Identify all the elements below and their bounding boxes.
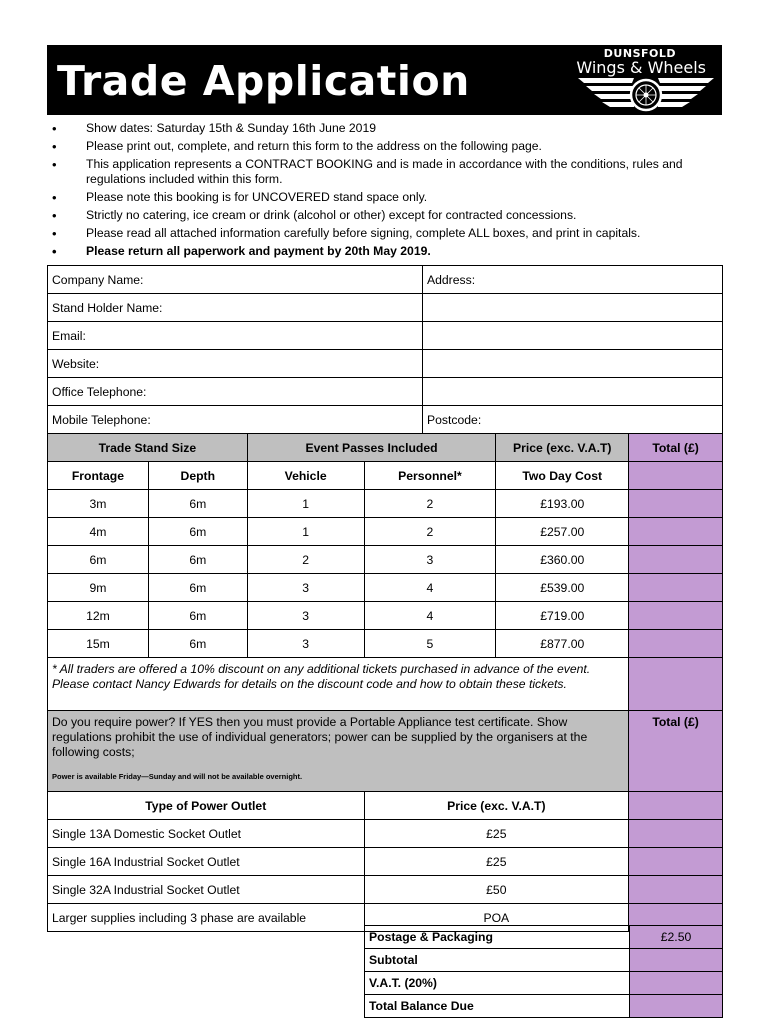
total-header: Total (£) [629,434,723,462]
frontage-cell: 9m [48,574,149,602]
address-line-field[interactable] [423,322,723,350]
table-row [48,848,723,876]
personnel-cell: 3 [364,546,496,574]
table-row [365,949,723,972]
vat-label: V.A.T. (20%) [365,972,630,995]
depth-cell: 6m [148,490,247,518]
list-item: • Please print out, complete, and return this form to the address on the following page. [47,139,727,154]
mobile-telephone-field[interactable]: Mobile Telephone: [48,406,423,434]
vehicle-header: Vehicle [247,462,364,490]
stand-size-table [47,433,723,932]
outlet-price-cell: £25 [364,848,629,876]
depth-cell: 6m [148,518,247,546]
list-item: • This application represents a CONTRACT BOOKING and is made in accordance with the conditions, rules and regulations included within this form. [47,157,727,187]
vehicle-cell: 1 [247,490,364,518]
power-question-text: Do you require power? If YES then you must provide a Portable Appliance test certificate. Show regulations prohibit the use of individual generators; power can be supplied by the organisers at the following costs; [52,715,588,759]
table-row [48,518,723,546]
outlet-type-cell: Larger supplies including 3 phase are available [48,904,365,932]
company-name-field[interactable]: Company Name: [48,266,423,294]
subtotal-value[interactable] [630,949,723,972]
outlet-type-cell: Single 16A Industrial Socket Outlet [48,848,365,876]
vehicle-cell: 3 [247,602,364,630]
table-row [48,602,723,630]
table-row [48,546,723,574]
cost-cell: £539.00 [496,574,629,602]
postcode-field[interactable]: Postcode: [423,406,723,434]
total-input-cell[interactable] [629,546,723,574]
total-input-cell[interactable] [629,490,723,518]
power-type-header: Type of Power Outlet [48,792,365,820]
logo-main-text: Wings & Wheels [576,58,706,77]
table-row [48,490,723,518]
table-row [48,630,723,658]
subtotal-label: Subtotal [365,949,630,972]
table-row [365,995,723,1018]
personnel-cell: 2 [364,518,496,546]
power-question [48,711,629,792]
address-field[interactable]: Address: [423,266,723,294]
outlet-total-cell[interactable] [629,876,723,904]
cost-cell: £719.00 [496,602,629,630]
two-day-cost-header: Two Day Cost [496,462,629,490]
table-row [48,876,723,904]
table-row [365,972,723,995]
cost-cell: £877.00 [496,630,629,658]
depth-header: Depth [148,462,247,490]
address-line-field[interactable] [423,378,723,406]
stand-holder-field[interactable]: Stand Holder Name: [48,294,423,322]
address-line-field[interactable] [423,350,723,378]
total-cell[interactable] [629,462,723,490]
personnel-cell: 5 [364,630,496,658]
contact-details-table [47,265,723,434]
event-passes-header: Event Passes Included [247,434,496,462]
cost-cell: £257.00 [496,518,629,546]
total-input-cell[interactable] [629,518,723,546]
personnel-header: Personnel* [364,462,496,490]
list-item: • Strictly no catering, ice cream or drink (alcohol or other) except for contracted concessions. [47,208,727,223]
outlet-total-cell[interactable] [629,848,723,876]
cost-cell: £193.00 [496,490,629,518]
depth-cell: 6m [148,546,247,574]
frontage-cell: 6m [48,546,149,574]
outlet-total-cell[interactable] [629,820,723,848]
instructions-list [47,121,727,262]
personnel-cell: 4 [364,574,496,602]
frontage-header: Frontage [48,462,149,490]
office-telephone-field[interactable]: Office Telephone: [48,378,423,406]
postage-value: £2.50 [630,926,723,949]
vehicle-cell: 2 [247,546,364,574]
vehicle-cell: 3 [247,574,364,602]
table-row [48,820,723,848]
personnel-cell: 4 [364,602,496,630]
frontage-cell: 15m [48,630,149,658]
outlet-price-cell: £50 [364,876,629,904]
power-availability-note: Power is available Friday—Sunday and will not be available overnight. [52,772,303,781]
power-total-cell[interactable] [629,792,723,820]
outlet-type-cell: Single 13A Domestic Socket Outlet [48,820,365,848]
personnel-cell: 2 [364,490,496,518]
discount-total-cell[interactable] [629,658,723,711]
email-field[interactable]: Email: [48,322,423,350]
frontage-cell: 12m [48,602,149,630]
depth-cell: 6m [148,574,247,602]
address-line-field[interactable] [423,294,723,322]
price-header: Price (exc. V.A.T) [496,434,629,462]
wings-logo-icon [576,76,716,114]
outlet-type-cell: Single 32A Industrial Socket Outlet [48,876,365,904]
total-input-cell[interactable] [629,630,723,658]
totals-table [364,925,723,1018]
vat-value[interactable] [630,972,723,995]
list-item: • Please read all attached information carefully before signing, complete ALL boxes, and print in capitals. [47,226,727,241]
balance-value[interactable] [630,995,723,1018]
list-item: • Please note this booking is for UNCOVERED stand space only. [47,190,727,205]
outlet-price-cell: POA [364,904,629,932]
postage-label: Postage & Packaging [365,926,630,949]
table-row [48,574,723,602]
balance-label: Total Balance Due [365,995,630,1018]
list-item: • Please return all paperwork and payment by 20th May 2019. [47,244,727,259]
vehicle-cell: 1 [247,518,364,546]
header-banner [47,45,722,115]
discount-note: * All traders are offered a 10% discount on any additional tickets purchased in advance of the event. Please contact Nancy Edwards for details on the discount code and how to obtain these tickets. [48,658,629,711]
total-input-cell[interactable] [629,574,723,602]
trade-stand-size-header: Trade Stand Size [48,434,248,462]
website-field[interactable]: Website: [48,350,423,378]
outlet-price-cell: £25 [364,820,629,848]
depth-cell: 6m [148,630,247,658]
frontage-cell: 3m [48,490,149,518]
page-title: Trade Application [57,57,470,105]
power-total-header: Total (£) [629,711,723,792]
list-item: • Show dates: Saturday 15th & Sunday 16th June 2019 [47,121,727,136]
cost-cell: £360.00 [496,546,629,574]
table-row [365,926,723,949]
frontage-cell: 4m [48,518,149,546]
total-input-cell[interactable] [629,602,723,630]
vehicle-cell: 3 [247,630,364,658]
depth-cell: 6m [148,602,247,630]
logo-top-text: DUNSFOLD [603,47,676,60]
power-price-header: Price (exc. V.A.T) [364,792,629,820]
